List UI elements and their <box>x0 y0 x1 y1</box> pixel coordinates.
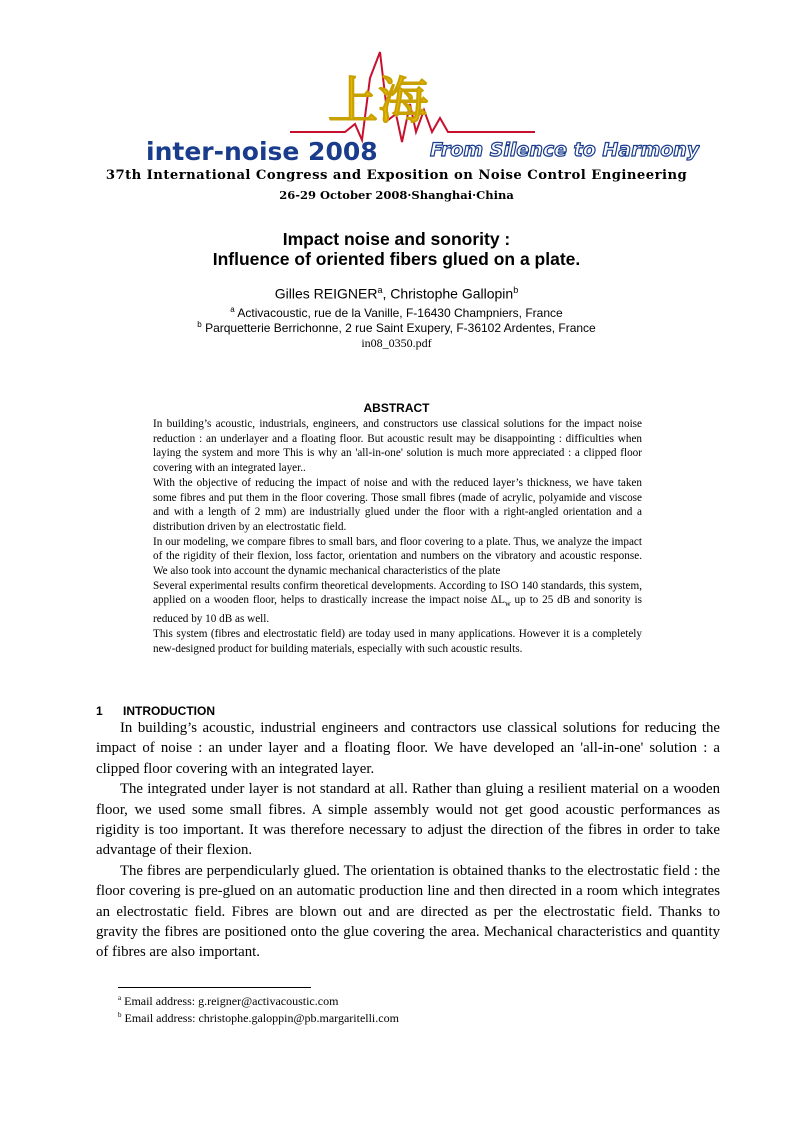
conference-title: 37th International Congress and Exposition on Noise Control Engineering <box>105 168 688 183</box>
section-title: INTRODUCTION <box>123 704 215 718</box>
paper-title-line1: Impact noise and sonority : <box>282 229 511 249</box>
file-id: in08_0350.pdf <box>361 336 432 350</box>
abstract-paragraph-4 <box>153 579 642 627</box>
footnote-a-mark: a <box>118 994 122 1002</box>
conference-date: 26-29 October 2008·Shanghai·China <box>279 188 514 202</box>
affiliation-b-mark: b <box>197 320 202 329</box>
footnote-rule <box>118 987 311 988</box>
abstract-p4-before: Several experimental results confirm theoretical developments. According to ISO 140 standards, this system, applied on a wooden floor, helps to drastically increase the impact noise <box>153 579 642 607</box>
logo-chinese-text: 上海 <box>328 72 428 130</box>
affiliation-a <box>0 305 793 320</box>
section-heading-introduction <box>96 704 215 718</box>
abstract-paragraph-3: In our modeling, we compare fibres to small bars, and floor covering to a plate. Thus, we analyze the impact of the rigidity of their flexion, loss factor, orientation and numbers on the vibratory and acoustic response. We also took into account the dynamic mechanical characteristics of the plate <box>153 535 642 578</box>
footnote-a-text: Email address: g.reigner@activacoustic.com <box>124 994 339 1008</box>
intro-paragraph-1: In building’s acoustic, industrial engineers and contractors use classical solutions for reducing the impact of noise : an under layer and a floating floor. We have developed an 'all-in-one' solution : a clipped floor covering with an integrated layer. <box>96 720 720 777</box>
author-2-mark: b <box>513 285 519 295</box>
author-1: Gilles REIGNER <box>274 285 378 302</box>
abstract-paragraph-5: This system (fibres and electrostatic field) are today used in many applications. However it is a completely new-designed product for building materials, especially with such acoustic results. <box>153 628 642 655</box>
footnote-b <box>118 1011 399 1026</box>
introduction-body <box>96 718 720 963</box>
abstract-p4-after: up to 25 dB and sonority is reduced by 10 dB as well. <box>153 594 642 626</box>
affiliation-a-mark: a <box>230 305 235 314</box>
section-number: 1 <box>96 704 103 718</box>
conference-logo <box>140 48 700 173</box>
affiliation-b <box>0 320 793 335</box>
logo-name-text: inter-noise 2008 <box>146 137 378 166</box>
author-separator: , <box>382 285 391 302</box>
author-2: Christophe Gallopin <box>390 285 514 302</box>
intro-paragraph-3: The fibres are perpendicularly glued. The orientation is obtained thanks to the electrostatic field : the floor covering is pre-glued on an automatic production line and then directed in a room which integrates an electrostatic field. Fibres are blown out and are directed as per the electrostatic field. Thanks to gravity the fibres are positioned onto the glue covering the area. Mechanical characteristics and quantity of fibres are also important. <box>96 862 720 961</box>
author-1-mark: a <box>377 285 383 295</box>
delta-l-subscript: w <box>504 599 511 609</box>
paper-title-line2: Influence of oriented fibers glued on a plate. <box>212 249 581 269</box>
footnote-b-mark: b <box>118 1011 122 1019</box>
affiliation-a-text: Activacoustic, rue de la Vanille, F-16430 Champniers, France <box>237 306 563 320</box>
logo-slogan-text: From Silence to Harmony <box>430 139 700 161</box>
author-list <box>0 285 793 302</box>
abstract-body <box>153 417 642 656</box>
delta-l-symbol: ΔL <box>490 594 505 607</box>
footnote-b-text: Email address: christophe.galoppin@pb.margaritelli.com <box>124 1011 399 1025</box>
abstract-paragraph-2: With the objective of reducing the impact of noise and with the reduced layer’s thickness, we have taken some fibres and put them in the floor covering. Those small fibres (made of acrylic, polyamide and viscose and with a length of 2 mm) are industrially glued under the floor with a right-angled orientation and a distribution driven by an electrostatic field. <box>153 476 642 533</box>
affiliation-b-text: Parquetterie Berrichonne, 2 rue Saint Exupery, F-36102 Ardentes, France <box>205 321 596 335</box>
footnote-a <box>118 994 338 1009</box>
abstract-paragraph-1: In building’s acoustic, industrials, engineers, and constructors use classical solutions for the impact noise reduction : an underlayer and a floating floor. But acoustic result may be disappointing : difficulties when laying the system and more This is why an 'all-in-one' solution is much more appreciated : a clipped floor covering with an integrated layer.. <box>153 418 642 475</box>
intro-paragraph-2: The integrated under layer is not standard at all. Rather than gluing a resilient material on a wooden floor, we used some small fibres. A simple assembly would not get good acoustic performances as rigidity is too important. It was therefore necessary to adjust the direction of the fibres in order to take advantage of their flexion. <box>96 781 720 859</box>
abstract-heading: ABSTRACT <box>363 401 430 415</box>
